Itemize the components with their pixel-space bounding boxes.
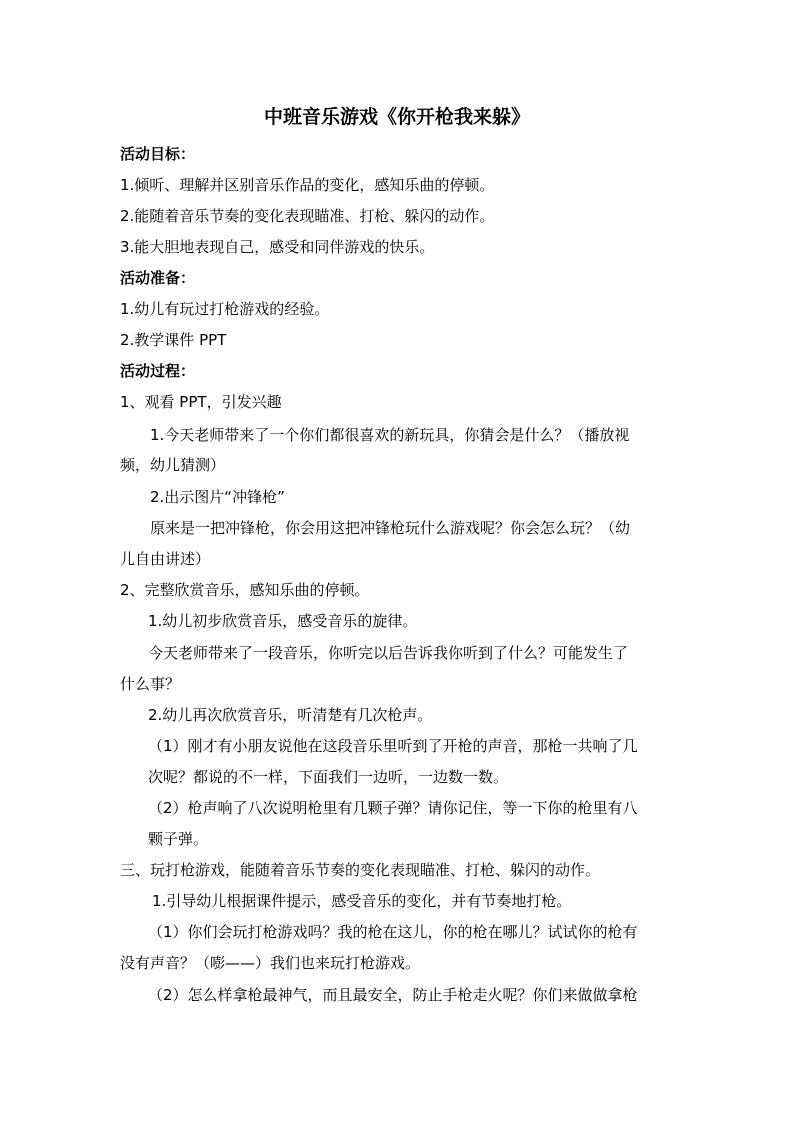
paragraph-line: （1）刚才有小朋友说他在这段音乐里听到了开枪的声音，那枪一共响了几: [148, 737, 638, 755]
paragraph-line: 1、观看 PPT，引发兴趣: [120, 393, 282, 411]
paragraph-line: 2.出示图片“冲锋枪”: [150, 488, 285, 506]
paragraph-line: 1.引导幼儿根据课件提示，感受音乐的变化，并有节奏地打枪。: [152, 892, 572, 910]
paragraph-line: 3.能大胆地表现自己，感受和同伴游戏的快乐。: [120, 238, 435, 256]
paragraph-line: 2.幼儿再次欣赏音乐，听清楚有几次枪声。: [148, 706, 433, 724]
paragraph-line: 原来是一把冲锋枪，你会用这把冲锋枪玩什么游戏呢？你会怎么玩？（幼: [150, 519, 631, 537]
paragraph-line: 1.倾听、理解并区别音乐作品的变化，感知乐曲的停顿。: [120, 176, 495, 194]
paragraph-line: （2）枪声响了八次说明枪里有几颗子弹？请你记住，等一下你的枪里有八: [148, 799, 638, 817]
paragraph-line: 什么事？: [120, 675, 181, 693]
paragraph-line: 颗子弹。: [148, 830, 209, 848]
paragraph-line: 次呢？都说的不一样，下面我们一边听，一边数一数。: [148, 768, 509, 786]
paragraph-line: 1.今天老师带来了一个你们都很喜欢的新玩具，你猜会是什么？（播放视: [150, 426, 630, 444]
paragraph-line: 1.幼儿初步欣赏音乐，感受音乐的旋律。: [148, 612, 418, 630]
document-title: 中班音乐游戏《你开枪我来躲》: [263, 106, 530, 128]
section-heading-preparation: 活动准备：: [120, 269, 196, 287]
paragraph-line: 没有声音？（嘭——）我们也来玩打枪游戏。: [120, 954, 421, 972]
paragraph-line: 2.能随着音乐节奏的变化表现瞄准、打枪、躲闪的动作。: [120, 207, 495, 225]
paragraph-line: （2）怎么样拿枪最神气，而且最安全，防止手枪走火呢？你们来做做拿枪: [148, 986, 638, 1004]
section-heading-goals: 活动目标：: [120, 145, 196, 163]
paragraph-line: 2.教学课件 PPT: [120, 331, 227, 349]
paragraph-line: （1）你们会玩打枪游戏吗？我的枪在这儿，你的枪在哪儿？试试你的枪有: [148, 923, 638, 941]
paragraph-line: 三、玩打枪游戏，能随着音乐节奏的变化表现瞄准、打枪、躲闪的动作。: [120, 861, 601, 879]
paragraph-line: 儿自由讲述）: [120, 550, 211, 568]
paragraph-line: 今天老师带来了一段音乐，你听完以后告诉我你听到了什么？可能发生了: [148, 644, 629, 662]
paragraph-line: 频，幼儿猜测）: [120, 456, 226, 474]
section-heading-process: 活动过程：: [120, 362, 196, 380]
paragraph-line: 2、完整欣赏音乐，感知乐曲的停顿。: [120, 581, 370, 599]
paragraph-line: 1.幼儿有玩过打枪游戏的经验。: [120, 300, 330, 318]
